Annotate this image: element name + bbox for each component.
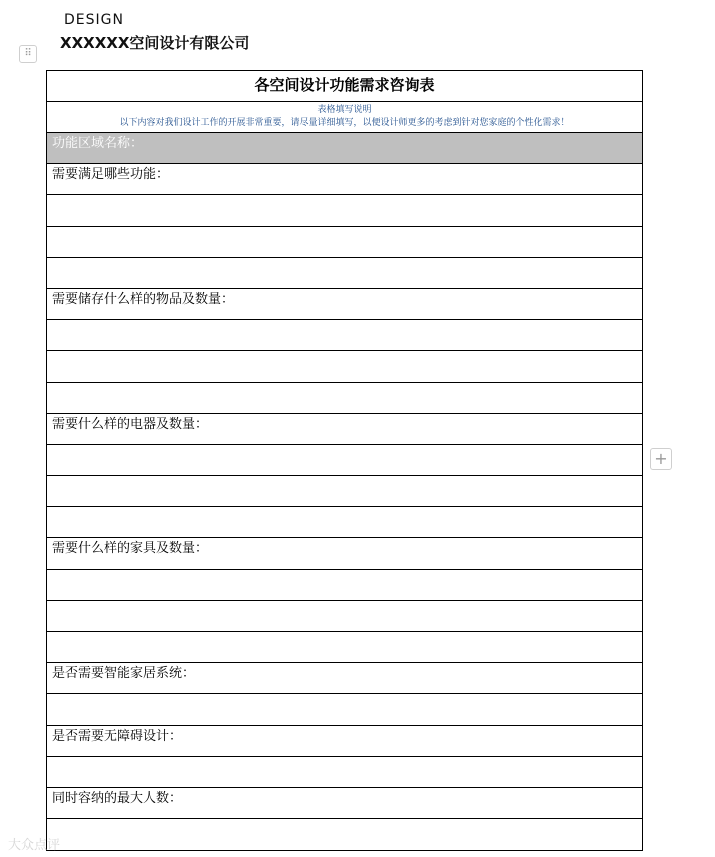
form-row-blank[interactable] <box>47 819 642 850</box>
form-row-blank[interactable] <box>47 507 642 538</box>
form-instructions <box>47 102 642 133</box>
form-row-blank[interactable] <box>47 757 642 788</box>
form-row-label: 需要储存什么样的物品及数量： <box>47 289 642 320</box>
drag-handle-icon[interactable]: ⠿ <box>19 45 37 63</box>
header-design-label: DESIGN <box>64 12 124 28</box>
instructions-heading: 表格填写说明 <box>317 105 372 115</box>
form-row-blank[interactable] <box>47 445 642 476</box>
form-rows <box>47 133 642 850</box>
form-row-blank[interactable] <box>47 351 642 382</box>
requirements-form-table <box>46 70 643 851</box>
instructions-text: 以下内容对我们设计工作的开展非常重要，请尽量详细填写，以便设计师更多的考虑到针对您家庭的个性化需求！ <box>119 118 570 128</box>
form-row-label: 需要满足哪些功能： <box>47 164 642 195</box>
form-row-label: 需要什么样的电器及数量： <box>47 414 642 445</box>
form-row-blank[interactable] <box>47 601 642 632</box>
form-row-blank[interactable] <box>47 320 642 351</box>
form-row-blank[interactable] <box>47 383 642 414</box>
form-row-label: 是否需要智能家居系统： <box>47 663 642 694</box>
form-row-blank[interactable] <box>47 570 642 601</box>
form-row-blank[interactable] <box>47 694 642 725</box>
plus-icon[interactable]: + <box>650 448 672 470</box>
company-name: XXXXXX空间设计有限公司 <box>60 34 250 52</box>
form-row-label: 是否需要无障碍设计： <box>47 726 642 757</box>
form-row-label: 功能区域名称： <box>47 133 642 164</box>
form-row-blank[interactable] <box>47 195 642 226</box>
form-row-label: 需要什么样的家具及数量： <box>47 538 642 569</box>
watermark: 大众点评 <box>8 838 61 853</box>
form-row-blank[interactable] <box>47 476 642 507</box>
form-title: 各空间设计功能需求咨询表 <box>47 71 642 102</box>
form-row-blank[interactable] <box>47 258 642 289</box>
form-row-blank[interactable] <box>47 227 642 258</box>
form-row-label: 同时容纳的最大人数： <box>47 788 642 819</box>
form-row-blank[interactable] <box>47 632 642 663</box>
